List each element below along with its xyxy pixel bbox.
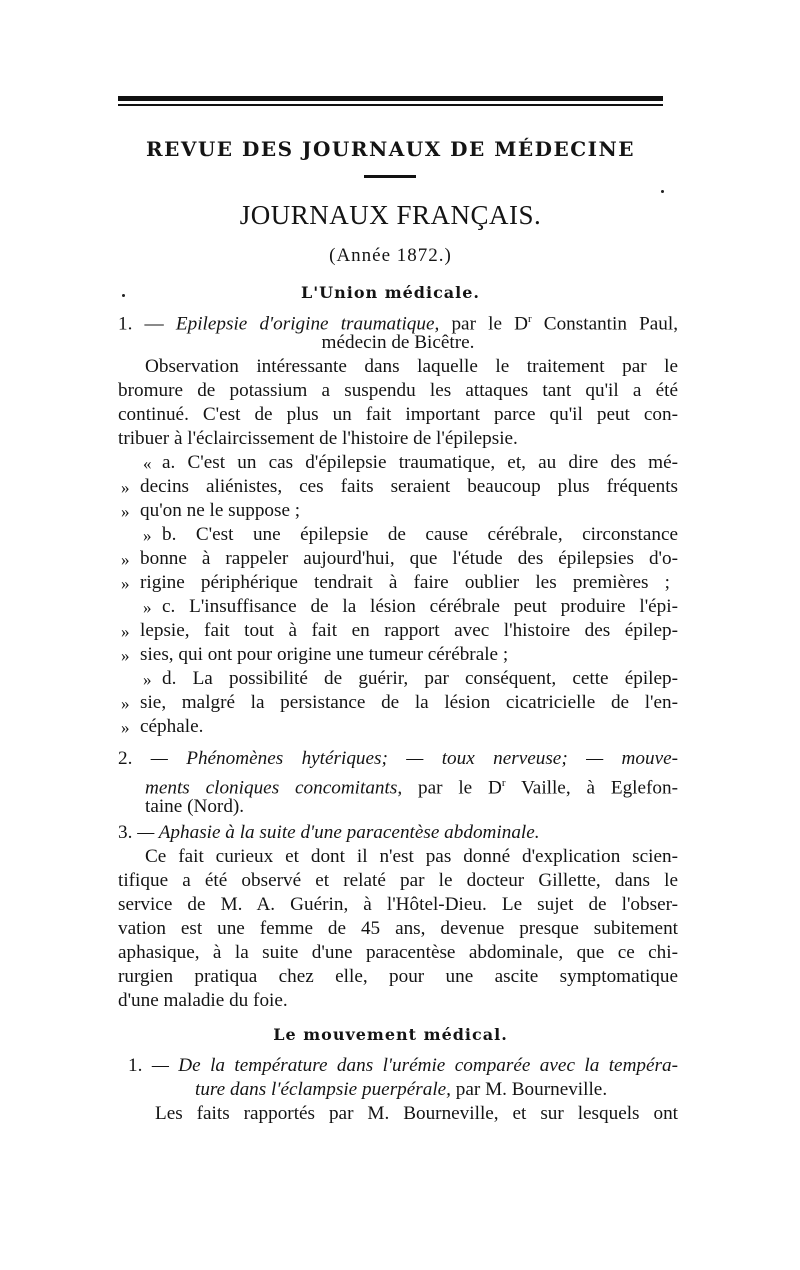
para3-line: Ce fait curieux et dont il n'est pas donné d'explication scien- xyxy=(145,846,678,867)
running-header: REVUE DES JOURNAUX DE MÉDECINE xyxy=(145,137,635,161)
item3-line xyxy=(118,821,678,845)
quote-mark: » xyxy=(121,478,130,497)
para3-line: aphasique, à la suite d'une paracentèse abdominale, que ce chi- xyxy=(118,942,678,963)
item2-title-1: — Phénomènes hytériques; — toux nerveuse; — mouve- xyxy=(150,748,679,769)
quote-line: sie, malgré la persistance de la lésion cicatricielle de l'en- xyxy=(140,692,678,713)
journal-heading-mouvement-medical: Le mouvement médical. xyxy=(273,1025,508,1044)
item4-line1 xyxy=(128,1054,678,1078)
item1-author-pre: par le D xyxy=(439,313,528,335)
item3-title: — Aphasie à la suite d'une paracentèse abdominale. xyxy=(137,822,540,843)
item2-author-sup: r xyxy=(501,777,506,789)
item1-dash: — xyxy=(144,313,164,335)
item4-line2 xyxy=(195,1078,755,1102)
item4-title-2: ture dans l'éclampsie puerpérale, xyxy=(195,1079,451,1100)
quote-mark: « xyxy=(143,454,152,473)
quote-line: d. La possibilité de guérir, par conséquent, cette épilep- xyxy=(162,668,678,689)
speck xyxy=(661,190,664,193)
quote-line: decins aliénistes, ces faits seraient beaucoup plus fréquents xyxy=(140,476,678,497)
para3-line: rurgien pratiqua chez elle, pour une ascite symptomatique xyxy=(118,966,678,987)
year-label: (Année 1872.) xyxy=(329,245,452,266)
quote-mark: » xyxy=(121,574,130,593)
journal-heading-union-medicale: L'Union médicale. xyxy=(301,283,480,302)
item4-number: 1. xyxy=(128,1055,143,1076)
para1-line: Observation intéressante dans laquelle le traitement par le xyxy=(145,356,678,377)
para3-line: tifique a été observé et relaté par le docteur Gillette, dans le xyxy=(118,870,678,891)
quote-mark: » xyxy=(143,526,152,545)
quote-line: c. L'insuffisance de la lésion cérébrale peut produire l'épi- xyxy=(162,596,678,617)
quote-mark: » xyxy=(121,502,130,521)
quote-line: rigine périphérique tendrait à faire oublier les premières ; xyxy=(140,572,670,593)
header-divider xyxy=(364,175,416,178)
section-title: JOURNAUX FRANÇAIS. xyxy=(239,200,542,230)
item2-author-pre: par le D xyxy=(402,777,502,799)
quote-line: sies, qui ont pour origine une tumeur cérébrale ; xyxy=(140,644,509,665)
item2-number: 2. xyxy=(118,748,133,769)
para3-line: vation est une femme de 45 ans, devenue presque subitement xyxy=(118,918,678,939)
item1-number: 1. xyxy=(118,313,133,335)
quote-mark: » xyxy=(121,718,130,737)
quote-line: qu'on ne le suppose ; xyxy=(140,500,301,521)
item2-line3: taine (Nord). xyxy=(145,796,245,817)
item3-number: 3. xyxy=(118,822,133,843)
top-rule-thick xyxy=(118,96,663,101)
item2-author: Vaille, à Eglefon- xyxy=(505,777,678,799)
quote-mark: » xyxy=(143,670,152,689)
para3-line: d'une maladie du foie. xyxy=(118,990,288,1011)
quote-mark: » xyxy=(121,694,130,713)
quote-mark: » xyxy=(121,646,130,665)
quote-mark: » xyxy=(121,622,130,641)
quote-line: lepsie, fait tout à fait en rapport avec l'histoire des épilep- xyxy=(140,620,678,641)
item4-author: par M. Bourneville. xyxy=(450,1079,608,1100)
item1-line2: médecin de Bicêtre. xyxy=(321,332,475,353)
item1-author: Constantin Paul, xyxy=(531,313,678,335)
quote-line: céphale. xyxy=(140,716,204,737)
item1-title: Epilepsie d'origine traumatique, xyxy=(175,313,440,335)
para1-line: bromure de potassium a suspendu les attaques tant qu'il a été xyxy=(118,380,678,401)
quote-line: b. C'est une épilepsie de cause cérébrale, circonstance xyxy=(162,524,678,545)
para3-line: service de M. A. Guérin, à l'Hôtel-Dieu. Le sujet de l'obser- xyxy=(118,894,678,915)
quote-line: bonne à rappeler aujourd'hui, que l'étude des épilepsies d'o- xyxy=(140,548,678,569)
para1-line: continué. C'est de plus un fait important parce qu'il peut con- xyxy=(118,404,678,425)
item2-title-2: ments cloniques concomitants, xyxy=(145,777,403,799)
quote-mark: » xyxy=(143,598,152,617)
para4-line: Les faits rapportés par M. Bourneville, et sur lesquels ont xyxy=(155,1103,678,1124)
item1-author-sup: r xyxy=(527,313,532,325)
top-rule-thin xyxy=(118,104,663,106)
item2-line1 xyxy=(118,747,678,771)
para1-line: tribuer à l'éclaircissement de l'histoire de l'épilepsie. xyxy=(118,428,518,449)
item4-title-1: — De la température dans l'urémie comparée avec la tempéra- xyxy=(151,1055,678,1076)
quote-mark: » xyxy=(121,550,130,569)
quote-line: a. C'est un cas d'épilepsie traumatique, et, au dire des mé- xyxy=(162,452,678,473)
